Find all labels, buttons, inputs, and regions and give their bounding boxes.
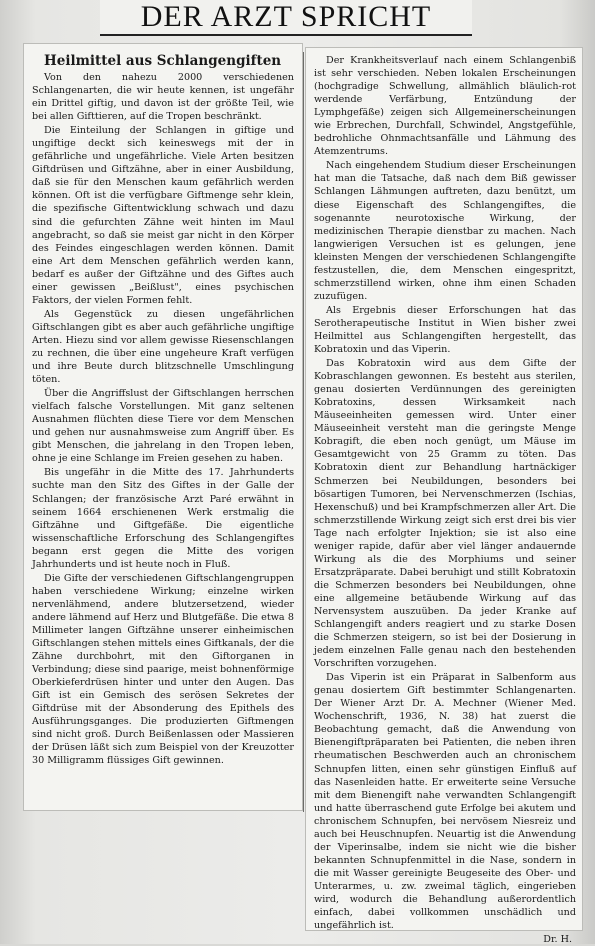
column-divider (303, 52, 304, 812)
article-right-column (314, 54, 576, 946)
article-paragraph: Das Viperin ist ein Präparat in Salbenform aus genau dosiertem Gift bestimmter Schlangenarten. Der Wiener Arzt Dr. A. Mechner (Wiener Med. Wochenschrift, 1936, N. 38) hat zuerst die Beobachtung gemacht, daß die Anwendung von Bienengiftpräparaten bei Patienten, die neben ihren rheumatischen Beschwerden auch an chronischem Schnupfen litten, einen sehr günstigen Einfluß auf das Nasenleiden hatte. Er erweiterte seine Versuche mit dem Bienengift nahe verwandten Schlangengift und hatte überraschend gute Erfolge bei akutem und chronischem Schnupfen, bei nervösem Niesreiz und auch bei Heuschnupfen. Neuartig ist die Anwendung der Viperinsalbe, indem sie nicht wie die bisher bekannten Schnupfenmittel in die Nase, sondern in die mit Wasser gereinigte Beugeseite des Ober- und Unterarmes, u. zw. zweimal täglich, eingerieben wird, wodurch die Behandlung außerordentlich einfach, dabei vollkommen unschädlich und ungefährlich ist. (314, 672, 576, 932)
article-paragraph: Über die Angriffslust der Giftschlangen herrschen vielfach falsche Vorstellungen. Mit ganz seltenen Ausnahmen flüchten diese Tiere vor dem Menschen und gehen nur ausnahmsweise zum Angriff über. Es gibt Menschen, die jahrelang in den Tropen leben, ohne je eine Schlange im Freien gesehen zu haben. (32, 388, 294, 465)
article-paragraph: Die Gifte der verschiedenen Giftschlangengruppen haben verschiedene Wirkung; einzelne wirken nervenlähmend, andere blutzersetzend, wieder andere lähmend auf Herz und Blutgefäße. Die etwa 8 Millimeter langen Giftzähne unserer einheimischen Giftschlangen stehen mittels eines Giftkanals, der die Zähne durchbohrt, mit den Giftorganen in Verbindung; diese sind paarige, meist bohnenförmige Oberkieferdrüsen hinter und unter den Augen. Das Gift ist ein Gemisch des serösen Sekretes der Giftdrüse mit der Absonderung des Epithels des Ausführungsganges. Die produzierten Giftmengen sind nicht groß. Durch Beißenlassen oder Massieren der Drüsen läßt sich zum Beispiel von der Kreuzotter 30 Milligramm flüssiges Gift gewinnen. (32, 572, 294, 767)
article-paragraph: Die Einteilung der Schlangen in giftige und ungiftige deckt sich keineswegs mit der in gefährliche und ungefährliche. Viele Arten besitzen Giftdrüsen und Giftzähne, aber in einer Ausbildung, daß sie für den Menschen kaum gefährlich werden können. Oft ist die verfügbare Giftmenge sehr klein, die spezifische Giftentwicklung schwach und dazu sind die gefurchten Zähne weit hinten im Maul angebracht, so daß sie meist gar nicht in den Körper des Feindes eingeschlagen werden können. Damit eine Art dem Menschen gefährlich werden kann, bedarf es außer der Giftzähne und des Giftes auch einer gewissen „Beißlust", eines psychischen Faktors, der vielen Formen fehlt. (32, 125, 294, 306)
masthead: DER ARZT SPRICHT (100, 0, 472, 36)
article-paragraph: Als Gegenstück zu diesen ungefährlichen Giftschlangen gibt es aber auch gefährliche ungiftige Arten. Hiezu sind vor allem gewisse Riesenschlangen zu rechnen, die über eine ungeheure Kraft verfügen und ihre Beute durch blitzschnelle Umschlingung töten. (32, 308, 294, 386)
article-paragraph: Von den nahezu 2000 verschiedenen Schlangenarten, die wir heute kennen, ist ungefähr ein Drittel giftig, und davon ist der größte Teil, wie bei allen Gifttieren, auf die Tropen beschränkt. (32, 72, 294, 123)
article-paragraph: Der Krankheitsverlauf nach einem Schlangenbiß ist sehr verschieden. Neben lokalen Erscheinungen (hochgradige Schwellung, allmählich bläulich-rot werdende Verfärbung, Entzündung der Lymphgefäße) zeigen sich Allgemeinerscheinungen wie Erbrechen, Durchfall, Schwindel, Angstgefühle, bedrohliche Ohnmachtsanfälle und Lähmung des Atemzentrums. (314, 55, 576, 158)
signature-line (314, 933, 576, 946)
article-paragraph: Als Ergebnis dieser Erforschungen hat das Serotherapeutische Institut in Wien bisher zwei Heilmittel aus Schlangengiften hergestellt, das Kobratoxin und das Viperin. (314, 304, 576, 356)
article-paragraph: Das Kobratoxin wird aus dem Gifte der Kobraschlangen gewonnen. Es besteht aus sterilen, genau dosierten Verdünnungen des gereinigten Kobratoxins, dessen Wirksamkeit nach Mäuseeinheiten gemessen wird. Unter einer Mäuseeinheit versteht man die geringste Menge Kobragift, die eben noch genügt, um Mäuse im Gesamtgewicht von 25 Gramm zu töten. Das Kobratoxin dient zur Behandlung hartnäckiger Schmerzen bei Neubildungen, besonders bei bösartigen Tumoren, bei Nervenschmerzen (Ischias, Hexenschuß) und bei Krampfschmerzen aller Art. Die schmerzstillende Wirkung zeigt sich erst drei bis vier Tage nach erfolgter Injektion; sie ist also eine weniger rapide, dafür aber viel länger andauernde Wirkung als die des Morphiums und seiner Ersatzpräparate. Dabei beruhigt und stillt Kobratoxin die Schmerzen besonders bei Neubildungen, ohne eine allgemeine betäubende Wirkung auf das Nervensystem auszuüben. Da jeder Kranke auf Schlangengift anders reagiert und zu starke Dosen die Schmerzen steigern, so ist bei der Dosierung in jedem einzelnen Falle genau nach den bestehenden Vorschriften vorzugehen. (314, 358, 576, 670)
article-paragraph: Bis ungefähr in die Mitte des 17. Jahrhunderts suchte man den Sitz des Giftes in der Galle der Schlangen; der französische Arzt Paré erwähnt in seinem 1664 erschienenen Werk erstmalig die Giftzähne und Giftgefäße. Die eigentliche wissenschaftliche Erforschung des Schlangengiftes begann erst gegen die Mitte des vorigen Jahrhunderts und ist heute noch in Fluß. (32, 467, 294, 570)
author-signature: Dr. H. (543, 934, 572, 946)
article-left-column (32, 52, 294, 804)
article-paragraph: Nach eingehendem Studium dieser Erscheinungen hat man die Tatsache, daß nach dem Biß gewisser Schlangen Lähmungen auftreten, dazu benützt, um diese Eigenschaft des Schlangengiftes, die sogenannte neurotoxische Wirkung, der medizinischen Therapie dienstbar zu machen. Nach langwierigen Versuchen ist es gelungen, jene kleinsten Mengen der verschiedenen Schlangengifte festzustellen, die, dem Menschen eingespritzt, schmerzstillend wirken, ohne ihm einen Schaden zuzufügen. (314, 160, 576, 302)
article-title: Heilmittel aus Schlangengiften (44, 53, 282, 69)
